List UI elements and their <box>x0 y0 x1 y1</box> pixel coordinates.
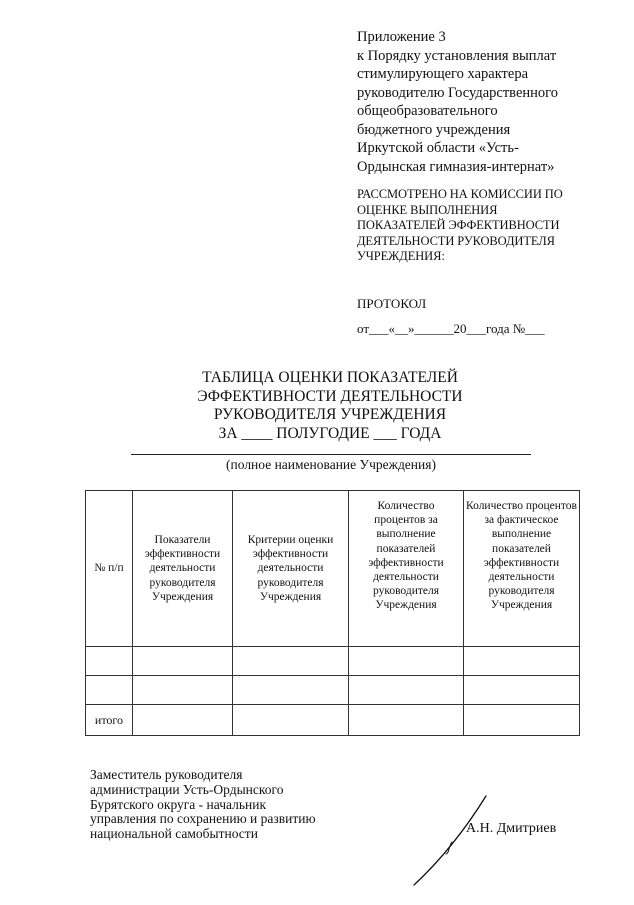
table-cell <box>464 647 580 676</box>
table-header-row <box>86 491 580 647</box>
institution-caption: (полное наименование Учреждения) <box>226 457 436 472</box>
document-title <box>100 369 560 443</box>
appendix-line: Ордынская гимназия-интернат» <box>357 158 555 175</box>
signer-line: Бурятского округа - начальник <box>90 796 267 812</box>
table-cell <box>133 647 233 676</box>
appendix-line: Иркутской области «Усть- <box>357 140 519 156</box>
appendix-line: стимулирующего характера <box>357 66 529 82</box>
table-cell <box>464 705 580 736</box>
table-cell <box>133 705 233 736</box>
protocol-label: ПРОТОКОЛ <box>357 296 427 311</box>
total-label: итого <box>86 705 133 736</box>
appendix-line: к Порядку установления выплат <box>357 47 557 64</box>
appendix-line: общеобразовательного <box>357 103 498 119</box>
table-cell <box>233 705 349 736</box>
appendix-line: бюджетного учреждения <box>357 121 511 138</box>
appendix-line: руководителю Государственного <box>357 84 558 101</box>
title-line: ЭФФЕКТИВНОСТИ ДЕЯТЕЛЬНОСТИ <box>197 387 463 405</box>
title-line: ЗА ____ ПОЛУГОДИЕ ___ ГОДА <box>218 424 442 442</box>
table-cell <box>133 676 233 705</box>
commission-line: РАССМОТРЕНО НА КОМИССИИ ПО <box>357 187 563 201</box>
institution-name-line <box>131 454 531 455</box>
table-cell <box>233 676 349 705</box>
signer-line: управления по сохранению и развитию <box>90 811 316 827</box>
signer-name: А.Н. Дмитриев <box>466 821 557 836</box>
table-cell <box>86 647 133 676</box>
commission-line: ПОКАЗАТЕЛЕЙ ЭФФЕКТИВНОСТИ <box>357 218 560 232</box>
table-cell <box>233 647 349 676</box>
table-total-row <box>86 705 580 736</box>
table-cell <box>86 676 133 705</box>
header-criteria: Критерии оценки эффективности деятельности руководителя Учреждения <box>233 491 349 647</box>
signer-line: администрации Усть-Ордынского <box>90 781 284 797</box>
table-cell <box>464 676 580 705</box>
table-row <box>86 647 580 676</box>
title-line: ТАБЛИЦА ОЦЕНКИ ПОКАЗАТЕЛЕЙ <box>202 369 458 386</box>
commission-note <box>357 187 617 265</box>
title-line: РУКОВОДИТЕЛЯ УЧРЕЖДЕНИЯ <box>213 406 447 423</box>
commission-line: ДЕЯТЕЛЬНОСТИ РУКОВОДИТЕЛЯ <box>357 233 555 248</box>
header-actual-percent: Количество процентов за фактическое выполнение показателей эффективности деятельности руководителя Учреждения <box>464 491 580 647</box>
header-indicators: Показатели эффективности деятельности руководителя Учреждения <box>133 491 233 647</box>
signer-line: национальной самобытности <box>90 826 258 842</box>
table-cell <box>349 676 464 705</box>
evaluation-table <box>85 490 580 736</box>
handwritten-signature <box>408 790 498 890</box>
header-planned-percent: Количество процентов за выполнение показателей эффективности деятельности руководителя Учреждения <box>349 491 464 647</box>
table-cell <box>349 647 464 676</box>
signer-position <box>90 768 316 842</box>
protocol-number-line: от___«__»______20___года №___ <box>357 321 545 336</box>
header-number: № п/п <box>86 491 133 647</box>
commission-line: ОЦЕНКЕ ВЫПОЛНЕНИЯ <box>357 202 498 217</box>
table-row <box>86 676 580 705</box>
commission-line: УЧРЕЖДЕНИЯ: <box>357 249 445 263</box>
table-cell <box>349 705 464 736</box>
appendix-note <box>357 28 617 176</box>
appendix-line: Приложение 3 <box>357 29 446 45</box>
signer-line: Заместитель руководителя <box>90 767 243 782</box>
